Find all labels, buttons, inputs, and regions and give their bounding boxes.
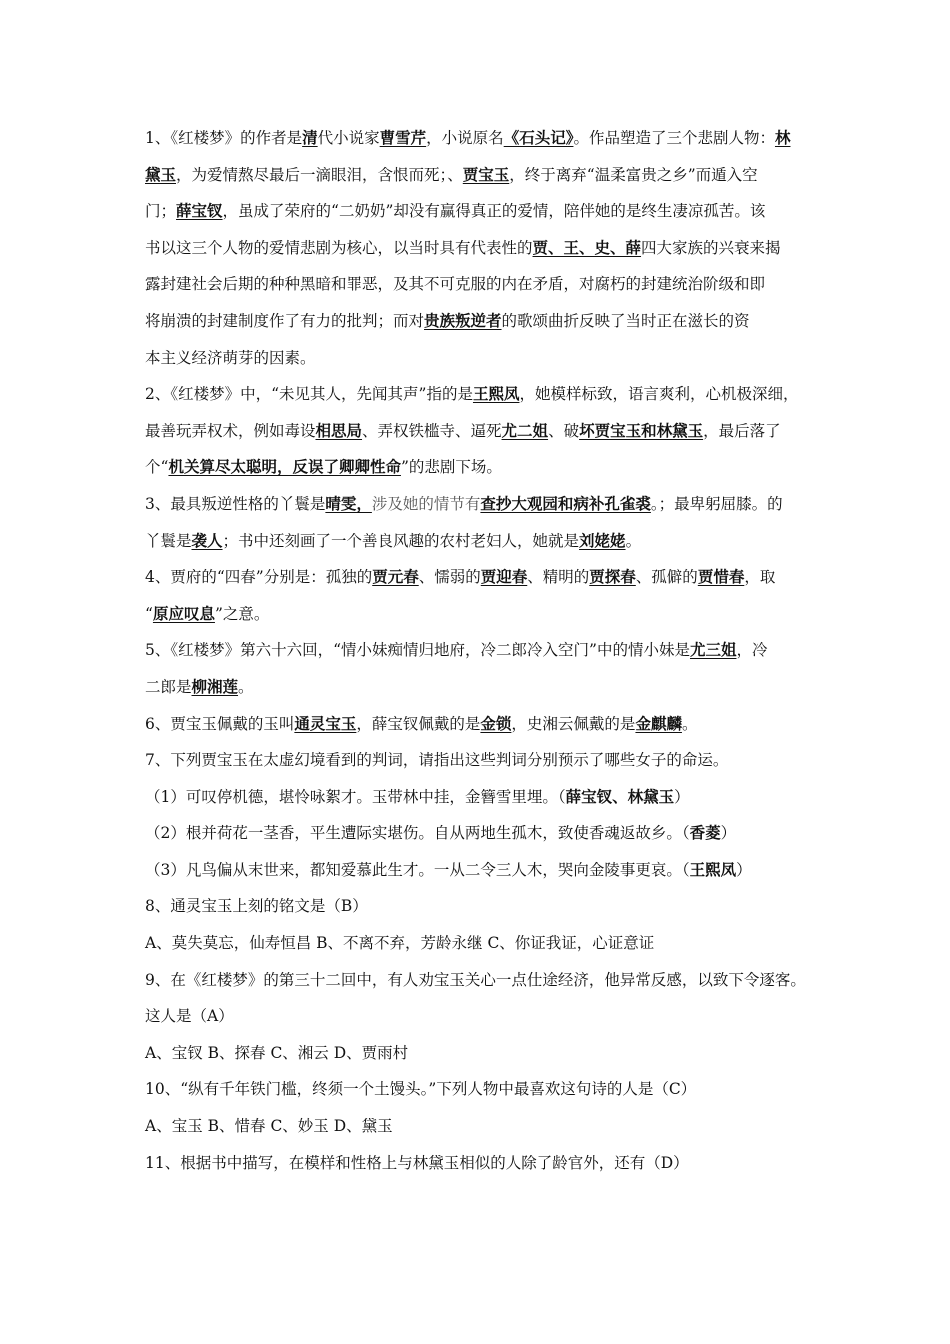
text-segment: ，终于离弃“温柔富贵之乡”而遁入空 <box>509 165 758 184</box>
answer-keyword: 坏贾宝玉和林黛玉 <box>579 420 704 440</box>
text-segment: （2）根并荷花一茎香，平生遭际实堪伤。自从两地生孤木，致使香魂返故乡。（ <box>145 824 690 843</box>
text-segment: 二郎是 <box>145 677 192 696</box>
text-line <box>145 669 825 706</box>
text-line <box>145 1035 825 1072</box>
answer-bold: 薛宝钗、林黛玉 <box>565 786 675 806</box>
text-segment: ；书中还刻画了一个善良风趣的农村老妇人，她就是 <box>222 531 580 550</box>
text-segment: 个“ <box>145 458 169 477</box>
text-line <box>145 120 825 157</box>
answer-keyword: 贾探春 <box>589 567 636 587</box>
text-segment: 这人是（A） <box>145 1007 234 1026</box>
text-segment: ，小说原名 <box>426 129 504 147</box>
text-segment: ） <box>736 860 752 879</box>
text-line <box>145 888 825 925</box>
text-segment: ，虽成了荣府的“二奶奶”却没有赢得真正的爱情，陪伴她的是终生凄凉孤苦。该 <box>222 202 766 221</box>
text-segment: 7、下列贾宝玉在太虚幻境看到的判词，请指出这些判词分别预示了哪些女子的命运。 <box>145 751 729 770</box>
text-segment: A、宝钗 B、探春 C、湘云 D、贾雨村 <box>145 1043 409 1062</box>
text-segment: ”的悲剧下场。 <box>400 458 502 477</box>
text-segment: ，冷 <box>736 641 768 660</box>
text-segment: 露封建社会后期的种种黑暗和罪恶，及其不可克服的内在矛盾，对腐朽的封建统治阶级和即 <box>145 275 766 294</box>
text-line <box>145 1145 825 1182</box>
text-segment: 的歌颂曲折反映了当时正在滋长的资 <box>501 311 750 330</box>
answer-keyword: 袭人 <box>191 530 223 550</box>
text-segment: 6、贾宝玉佩戴的玉叫 <box>145 714 295 733</box>
answer-keyword: 王熙凤 <box>472 384 520 404</box>
text-segment: 、懦弱的 <box>418 568 481 587</box>
text-segment: 门； <box>145 202 177 221</box>
answer-keyword: 贾惜春 <box>697 567 745 587</box>
answer-keyword: 晴雯， <box>325 493 372 513</box>
text-segment: 。 <box>625 531 642 550</box>
text-segment: ”之意。 <box>214 604 270 623</box>
text-segment: ，为爱情熬尽最后一滴眼泪，含恨而死；、 <box>176 165 463 184</box>
text-line <box>145 632 825 669</box>
text-line <box>145 157 825 194</box>
text-line <box>145 742 825 779</box>
answer-keyword: 黛玉 <box>145 164 177 184</box>
text-line <box>145 413 825 450</box>
text-line <box>145 815 825 852</box>
answer-keyword: 贾、王、史、薛 <box>532 237 642 257</box>
text-segment: （3）凡鸟偏从末世来，都知爱慕此生才。一从二令三人木，哭向金陵事更哀。（ <box>145 860 690 879</box>
answer-keyword: 贾元春 <box>372 567 419 587</box>
text-segment: ，她模样标致，语言爽利，心机极深细， <box>519 385 799 404</box>
text-segment: 书以这三个人物的爱情悲剧为核心，以当时具有代表性的 <box>145 238 533 257</box>
answer-keyword: 尤二姐 <box>501 420 549 440</box>
text-segment: 。；最卑躬屈膝。的 <box>650 494 783 513</box>
text-segment: 4、贾府的“四春”分别是：孤独的 <box>145 568 373 587</box>
text-line <box>145 1108 825 1145</box>
text-line <box>145 303 825 340</box>
text-segment: 1、《红楼梦》的作者是 <box>145 129 303 147</box>
text-segment: 11、根据书中描写，在模样和性格上与林黛玉相似的人除了龄官外，还有（D） <box>145 1153 689 1172</box>
text-segment: ，最后落了 <box>703 421 781 440</box>
text-line <box>145 596 825 633</box>
text-segment: “ <box>145 604 153 623</box>
answer-keyword: 尤三姐 <box>689 640 737 660</box>
text-line <box>145 998 825 1035</box>
answer-keyword: 柳湘莲 <box>191 676 239 696</box>
answer-keyword: 金麒麟 <box>635 713 682 733</box>
answer-keyword: 金锁 <box>480 713 512 733</box>
text-segment: 10、“纵有千年铁门槛，终须一个土馒头。”下列人物中最喜欢这句诗的人是（C） <box>145 1080 697 1099</box>
text-line <box>145 266 825 303</box>
text-segment: 本主义经济萌芽的因素。 <box>145 348 316 367</box>
document-body <box>145 120 825 1181</box>
text-segment: ） <box>674 787 690 806</box>
text-segment: ） <box>720 824 737 843</box>
answer-bold: 王熙凤 <box>689 859 737 879</box>
text-segment: 8、通灵宝玉上刻的铭文是（B） <box>145 897 368 916</box>
text-line <box>145 340 825 377</box>
text-segment: 。 <box>238 677 254 696</box>
text-segment: 涉及她的情节有 <box>371 494 481 513</box>
text-line <box>145 852 825 889</box>
text-segment: 。作品塑造了三个悲剧人物： <box>573 129 775 147</box>
text-line <box>145 1071 825 1108</box>
text-segment: 3、最具叛逆性格的丫鬟是 <box>145 494 326 513</box>
text-segment: 、孤僻的 <box>635 568 698 587</box>
text-segment: 四大家族的兴衰来揭 <box>641 238 781 257</box>
text-segment: 5、《红楼梦》第六十六回，“情小妹痴情归地府，冷二郎冷入空门”中的情小妹是 <box>145 641 690 660</box>
text-segment: 将崩溃的封建制度作了有力的批判；而对 <box>145 311 425 330</box>
answer-keyword: 贵族叛逆者 <box>424 310 502 330</box>
text-line <box>145 376 825 413</box>
text-segment: 、精明的 <box>527 568 590 587</box>
text-line <box>145 925 825 962</box>
answer-keyword: 通灵宝玉 <box>294 713 357 733</box>
answer-keyword: 清 <box>302 128 318 147</box>
answer-keyword: 贾迎春 <box>480 567 528 587</box>
text-segment: （1）可叹停机德，堪怜咏絮才。玉带林中挂，金簪雪里埋。（ <box>145 787 566 806</box>
text-segment: ，史湘云佩戴的是 <box>511 714 636 733</box>
text-segment: 2、《红楼梦》中，“未见其人，先闻其声”指的是 <box>145 385 473 404</box>
text-line <box>145 486 825 523</box>
answer-keyword: 查抄大观园和病补孔雀裘 <box>480 493 651 513</box>
answer-keyword: 贾宝玉 <box>462 164 510 184</box>
text-segment: 、弄权铁槛寺、逼死 <box>362 421 502 440</box>
answer-keyword: 刘姥姥 <box>579 530 626 550</box>
text-segment: ，薛宝钗佩戴的是 <box>356 714 481 733</box>
text-segment: A、莫失莫忘，仙寿恒昌 B、不离不弃，芳龄永继 C、你证我证，心证意证 <box>145 934 655 953</box>
text-line <box>145 779 825 816</box>
text-segment: ，取 <box>744 568 776 587</box>
answer-keyword: 林 <box>774 128 791 147</box>
answer-keyword: 原应叹息 <box>152 603 215 623</box>
text-segment: 代小说家 <box>317 129 380 147</box>
text-line <box>145 962 825 999</box>
text-line <box>145 449 825 486</box>
answer-keyword: 《石头记》 <box>503 128 574 147</box>
text-segment: 9、在《红楼梦》的第三十二回中，有人劝宝玉关心一点仕途经济，他异常反感，以致下令逐客。 <box>145 970 806 989</box>
text-line <box>145 559 825 596</box>
text-line <box>145 706 825 743</box>
text-line <box>145 193 825 230</box>
answer-keyword: 曹雪芹 <box>379 128 427 147</box>
answer-keyword: 相思局 <box>315 420 363 440</box>
text-segment: A、宝玉 B、惜春 C、妙玉 D、黛玉 <box>145 1117 393 1136</box>
text-segment: 、破 <box>548 421 580 440</box>
text-line <box>145 230 825 267</box>
text-line <box>145 523 825 560</box>
answer-keyword: 机关算尽太聪明，反误了卿卿性命 <box>168 457 401 477</box>
answer-keyword: 薛宝钗 <box>176 201 223 221</box>
text-segment: 。 <box>681 714 698 733</box>
text-segment: 最善玩弄权术，例如毒设 <box>145 421 316 440</box>
text-segment: 丫鬟是 <box>145 531 192 550</box>
answer-bold: 香菱 <box>689 823 721 843</box>
